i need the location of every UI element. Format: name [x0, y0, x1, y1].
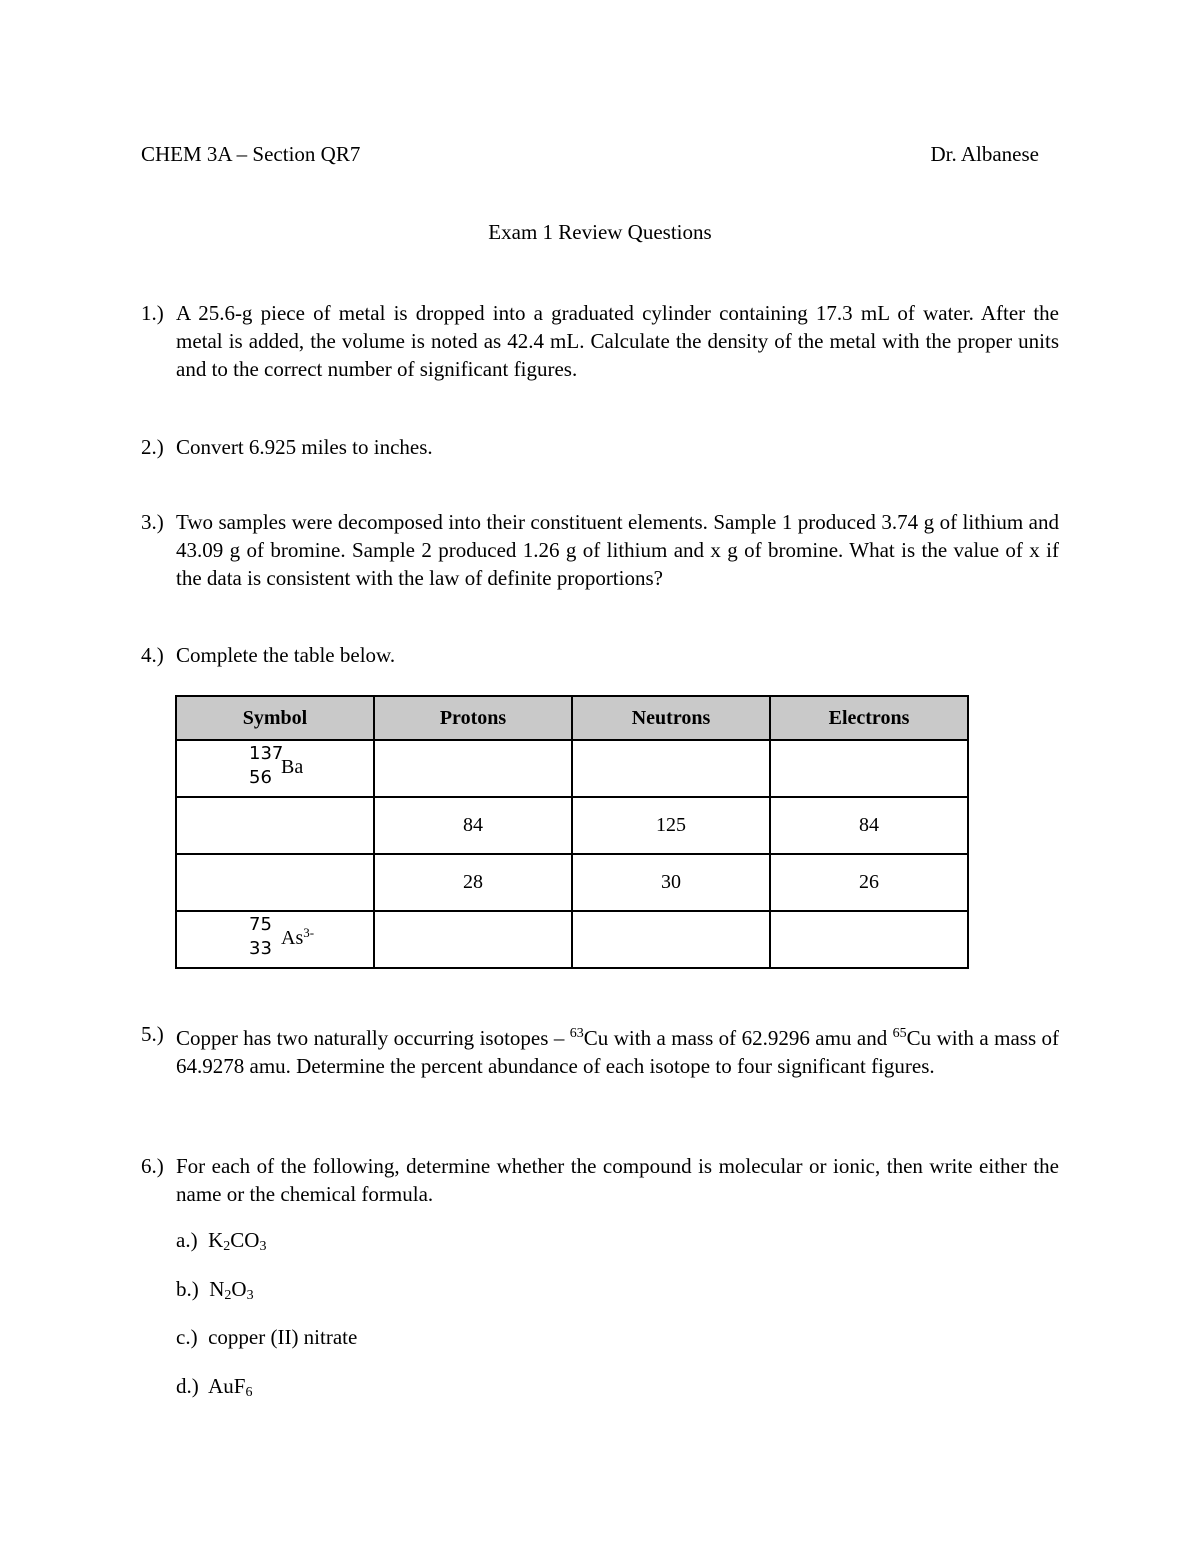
question-number: 6.) [141, 1154, 164, 1178]
particle-table [175, 695, 969, 969]
question-text: Copper has two naturally occurring isotopes – $^{63}$Cu with a mass of 62.9296 amu and $^{65}$Cu with a mass of 64.9278 amu. Determine the percent abundance of each isotope to four significant figures. [176, 1026, 1060, 1078]
atomic-number: 56 [249, 766, 272, 788]
course-header: CHEM 3A – Section QR7 [141, 142, 361, 166]
neutrons-cell: 125 [572, 797, 770, 854]
question-6 [141, 1152, 1059, 1208]
question-number: 4.) [141, 643, 164, 667]
question-number: 5.) [141, 1022, 164, 1046]
table-row [176, 740, 968, 797]
neutrons-cell: 30 [572, 854, 770, 911]
neutrons-cell [572, 740, 770, 797]
isotope-mass: 63 [569, 1026, 584, 1041]
electrons-cell [770, 740, 968, 797]
ion-charge: 3- [303, 924, 315, 940]
sub-question-b: b.) $N_2O_3$ [176, 1277, 254, 1303]
question-number: 3.) [141, 510, 164, 534]
protons-cell [374, 740, 572, 797]
protons-cell: 84 [374, 797, 572, 854]
nuclide-symbol [235, 743, 315, 789]
sub-question-d: d.) AuF$_6$ [176, 1374, 253, 1400]
element-symbol: $As^{3-}$ [281, 924, 315, 949]
column-header: Protons [374, 696, 572, 740]
electrons-cell [770, 911, 968, 968]
mass-number: 75 [249, 913, 272, 935]
sub-question-c: c.) copper (II) nitrate [176, 1325, 358, 1349]
table-row [176, 911, 968, 968]
isotope-mass: 65 [892, 1026, 907, 1041]
mass-number: 137 [249, 742, 284, 764]
element-symbol: Ba [281, 755, 304, 778]
column-header: Electrons [770, 696, 968, 740]
symbol-cell [176, 740, 374, 797]
document-title: Exam 1 Review Questions [488, 220, 712, 244]
table-header-row [176, 696, 968, 740]
atomic-number: 33 [249, 937, 272, 959]
electrons-cell: 84 [770, 797, 968, 854]
protons-cell [374, 911, 572, 968]
question-3 [141, 508, 1059, 592]
question-text: Convert 6.925 miles to inches. [176, 435, 433, 459]
column-header: Symbol [176, 696, 374, 740]
table-row [176, 854, 968, 911]
question-4 [141, 641, 1059, 669]
sub-question-a: a.) $K_2CO_3$ [176, 1228, 267, 1254]
neutrons-cell [572, 911, 770, 968]
question-2 [141, 433, 1059, 461]
column-header: Neutrons [572, 696, 770, 740]
nuclide-symbol [235, 914, 315, 960]
question-number: 1.) [141, 301, 164, 325]
symbol-cell [176, 797, 374, 854]
question-number: 2.) [141, 435, 164, 459]
electrons-cell: 26 [770, 854, 968, 911]
nuclide-symbol [235, 800, 315, 846]
question-text: For each of the following, determine whether the compound is molecular or ionic, then write either the name or the chemical formula. [176, 1154, 1059, 1206]
question-text: Complete the table below. [176, 643, 396, 667]
question-5 [141, 1020, 1059, 1080]
instructor-name: Dr. Albanese [930, 142, 1039, 166]
table-row [176, 797, 968, 854]
question-text: Two samples were decomposed into their constituent elements. Sample 1 produced 3.74 g of lithium and 43.09 g of bromine. Sample 2 produced 1.26 g of lithium and x g of bromine. What is the value of x if the data is consistent with the law of definite proportions? [176, 510, 1059, 590]
nuclide-symbol [235, 857, 315, 903]
protons-cell: 28 [374, 854, 572, 911]
question-text: A 25.6-g piece of metal is dropped into a graduated cylinder containing 17.3 mL of water. After the metal is added, the volume is noted as 42.4 mL. Calculate the density of the metal with the proper units and to the correct number of significant figures. [176, 301, 1059, 381]
question-1 [141, 299, 1059, 383]
symbol-cell [176, 854, 374, 911]
symbol-cell [176, 911, 374, 968]
